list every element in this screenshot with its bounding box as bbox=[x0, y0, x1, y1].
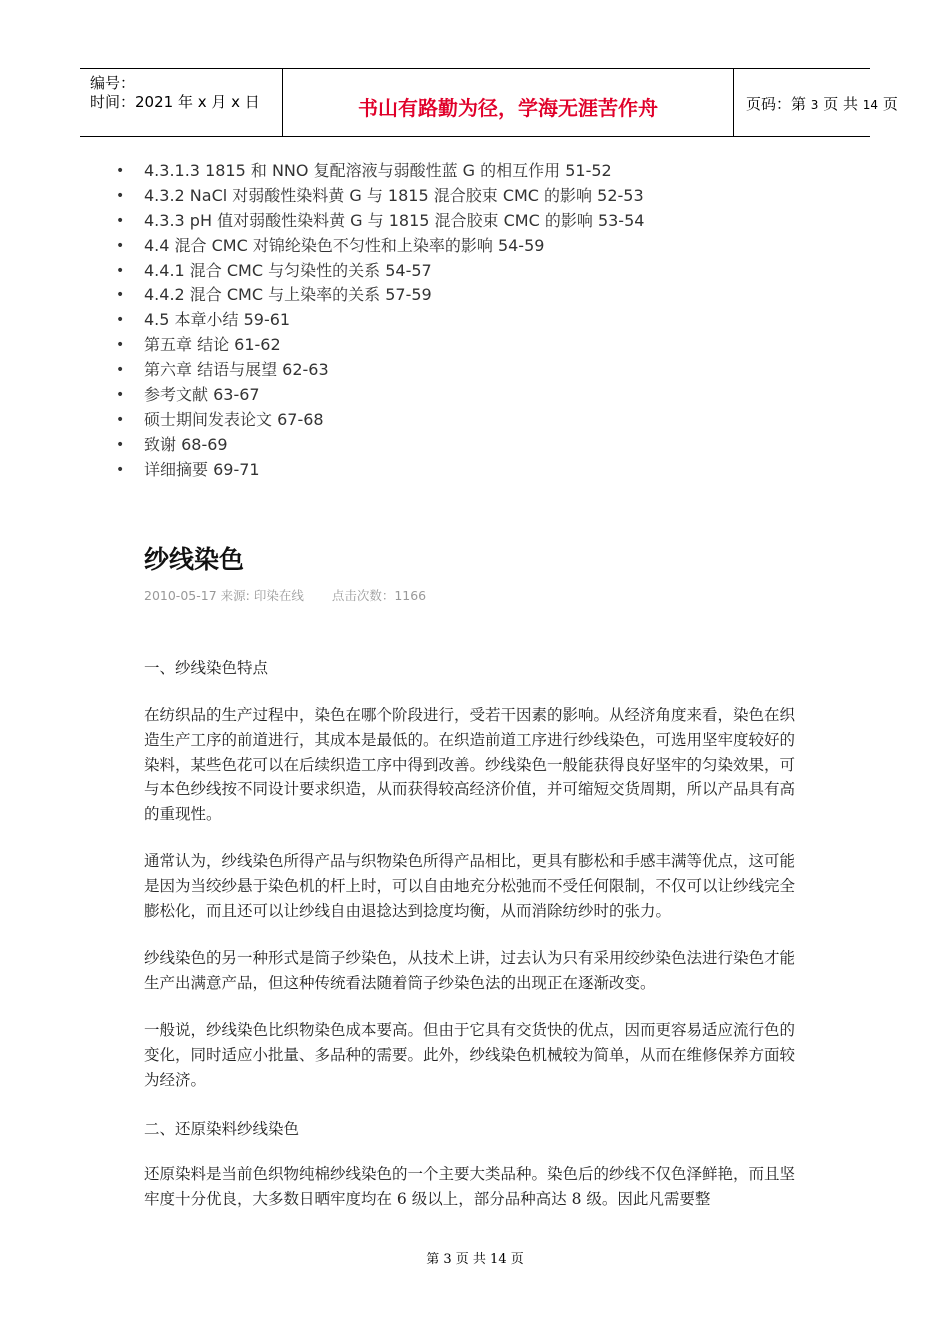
header-page-number bbox=[746, 93, 898, 114]
bullet-icon: • bbox=[116, 461, 125, 478]
bullet-icon: • bbox=[116, 411, 125, 428]
header-motto: 书山有路勤为径，学海无涯苦作舟 bbox=[358, 96, 658, 120]
bullet-icon: • bbox=[116, 212, 125, 229]
header-serial-label: 编号： bbox=[90, 74, 136, 92]
bullet-icon: • bbox=[116, 237, 125, 254]
article-title: 纱线染色 bbox=[144, 545, 245, 574]
header-info-cell bbox=[80, 69, 283, 136]
section-heading: 一、纱线染色特点 bbox=[144, 659, 269, 677]
bullet-icon: • bbox=[116, 187, 125, 204]
page-total: 14 bbox=[862, 98, 879, 112]
page-mid: 页 共 bbox=[823, 95, 858, 113]
bullet-icon: • bbox=[116, 362, 125, 379]
page-suffix: 页 bbox=[882, 95, 898, 113]
page-prefix: 页码：第 bbox=[746, 95, 807, 113]
bullet-icon: • bbox=[116, 387, 125, 404]
bullet-icon: • bbox=[116, 337, 125, 354]
header-motto-cell bbox=[283, 69, 734, 136]
bullet-icon: • bbox=[116, 287, 125, 304]
page-footer: 第 3 页 共 14 页 bbox=[426, 1252, 524, 1267]
paragraph: 还原染料是当前色织物纯棉纱线染色的一个主要大类品种。染色后的纱线不仅色泽鲜艳，而且坚牢度十分优良，大多数日晒牢度均在 6 级以上，部分品种高达 8 级。因此凡需要整 bbox=[144, 1165, 796, 1208]
paragraph: 纱线染色的另一种形式是筒子纱染色，从技术上讲，过去认为只有采用绞纱染色法进行染色才能生产出满意产品，但这种传统看法随着筒子纱染色法的出现正在逐渐改变。 bbox=[144, 949, 796, 992]
article-date: 2010-05-17 bbox=[144, 588, 217, 603]
section-heading: 二、还原染料纱线染色 bbox=[144, 1120, 300, 1138]
article-source: 来源: 印染在线 bbox=[220, 588, 304, 603]
bullet-icon: • bbox=[116, 262, 125, 279]
page-current: 3 bbox=[810, 98, 819, 112]
bullet-icon: • bbox=[116, 163, 125, 179]
paragraph: 通常认为，纱线染色所得产品与织物染色所得产品相比，更具有膨松和手感丰满等优点，这可能是因为当绞纱悬于染色机的杆上时，可以自由地充分松弛而不受任何限制，不仅可以让纱线完全膨松化，而且还可以让纱线自由退捻达到捻度均衡，从而消除纺纱时的张力。 bbox=[144, 852, 796, 920]
header-date: 时间：2021 年 x 月 x 日 bbox=[90, 93, 260, 111]
paragraph: 一般说，纱线染色比织物染色成本要高。但由于它具有交货快的优点，因而更容易适应流行色的变化，同时适应小批量、多品种的需要。此外，纱线染色机械较为简单，从而在维修保养方面较为经济。 bbox=[144, 1021, 796, 1089]
header-page-cell bbox=[734, 69, 898, 136]
paragraph: 在纺织品的生产过程中，染色在哪个阶段进行，受若干因素的影响。从经济角度来看，染色在织造生产工序的前道进行，其成本是最低的。在织造前道工序进行纱线染色，可选用坚牢度较好的染料，某些色花可以在后续织造工序中得到改善。纱线染色一般能获得良好坚牢的匀染效果，可与本色纱线按不同设计要求织造，从而获得较高经济价值，并可缩短交货周期，所以产品具有高的重现性。 bbox=[144, 706, 796, 824]
bullet-icon: • bbox=[116, 312, 125, 329]
article-meta bbox=[144, 586, 426, 604]
article-clicks: 点击次数：1166 bbox=[331, 588, 427, 603]
page-header bbox=[80, 68, 898, 137]
bullet-icon: • bbox=[116, 436, 125, 453]
